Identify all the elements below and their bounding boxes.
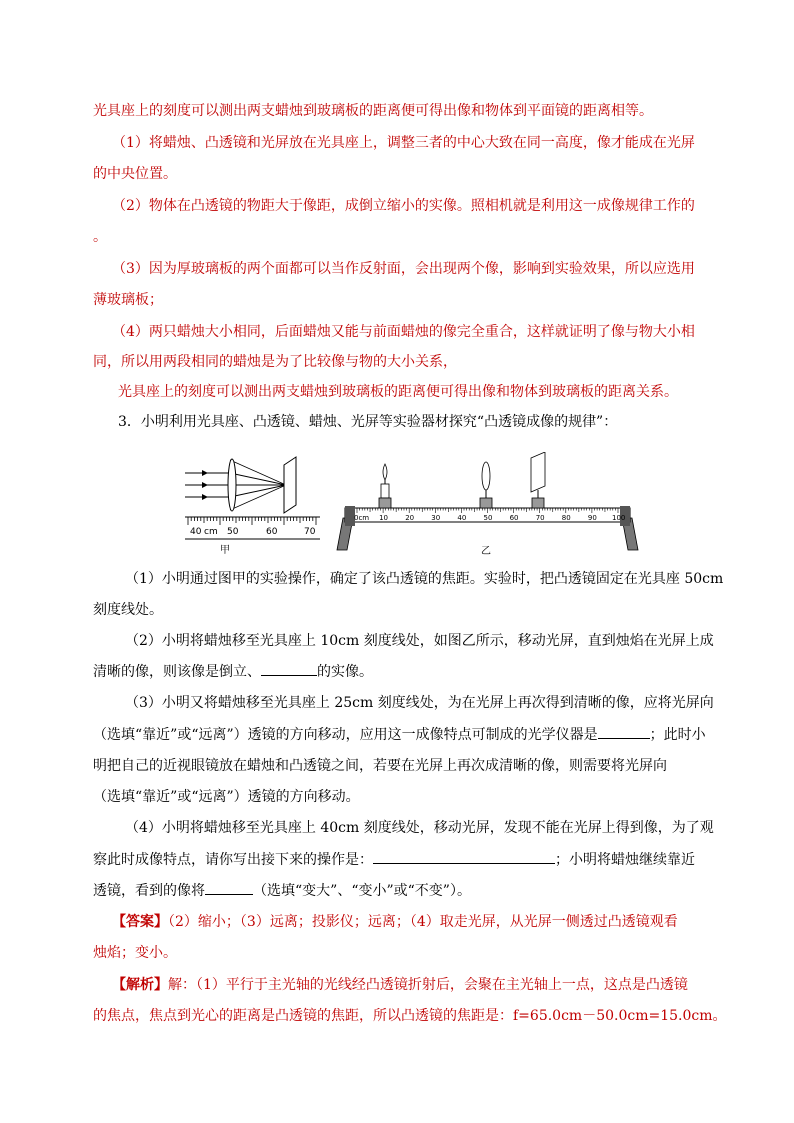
text-line-3: 的中央位置。	[93, 166, 177, 182]
yi-caption: 乙	[481, 546, 491, 557]
yi-tick-label: 10	[379, 514, 389, 522]
text-line-9: 同，所以用两段相同的蜡烛是为了比较像与物的大小关系，	[93, 354, 457, 370]
jia-tick-label: 50	[227, 527, 239, 537]
figure-yi	[335, 452, 640, 558]
yi-tick-label: 100	[612, 514, 626, 522]
q3-part3-text-b: ；此时小	[649, 727, 706, 743]
q3-part2-text-a: 清晰的像，则该像是倒立、	[93, 664, 261, 680]
answer-text-a: （2）缩小；（3）远离；投影仪；远离；（4）取走光屏，从光屏一侧透过凸透镜观看	[168, 914, 678, 930]
jia-screen	[284, 457, 296, 513]
analysis-line-1	[112, 975, 794, 995]
text-line-10: 光具座上的刻度可以测出两支蜡烛到玻璃板的距离便可得出像和物体到玻璃板的距离关系。	[118, 384, 678, 400]
answer-blank-2[interactable]	[598, 724, 650, 739]
q3-part4-text-b: ；小明将蜡烛继续靠近	[555, 852, 695, 868]
jia-tick-label: 40	[190, 527, 202, 537]
q3-part2-text-b: 的实像。	[317, 664, 373, 680]
answer-blank-1[interactable]	[261, 661, 317, 676]
text-line-2: （1）将蜡烛、凸透镜和光屏放在光具座上，调整三者的中心大致在同一高度，像才能成在光屏	[112, 135, 695, 151]
question-3-title: 3．小明利用光具座、凸透镜、蜡烛、光屏等实验器材探究“凸透镜成像的规律”：	[118, 414, 618, 430]
jia-caption: 甲	[220, 545, 230, 555]
jia-ruler-ticks	[188, 517, 316, 525]
yi-tick-label: 0cm	[354, 514, 370, 522]
q3-part4-text-c: 透镜，看到的像将	[93, 883, 205, 899]
analysis-line-2: 的焦点，焦点到光心的距离是凸透镜的焦距，所以凸透镜的焦距是：f=65.0cm－50.0cm=15.0cm。	[93, 1008, 727, 1024]
yi-tick-label: 40	[457, 514, 467, 522]
jia-tick-label: cm	[204, 527, 218, 537]
q3-part3-line2	[93, 724, 794, 745]
jia-lens	[228, 459, 236, 511]
q3-part3-line4: （选填“靠近”或“远离”）透镜的方向移动。	[93, 789, 360, 805]
q3-part4-line3	[93, 880, 794, 901]
q3-part3-text-a: （选填“靠近”或“远离”）透镜的方向移动，应用这一成像特点可制成的光学仪器是	[93, 727, 598, 743]
text-line-5: 。	[93, 229, 107, 245]
q3-part4-line2	[93, 849, 794, 870]
yi-screen	[531, 452, 545, 508]
answer-line-1	[112, 912, 794, 932]
text-line-4: （2）物体在凸透镜的物距大于像距，成倒立缩小的实像。照相机就是利用这一成像规律工作的	[112, 198, 695, 214]
yi-tick-label: 60	[509, 514, 519, 522]
q3-part1-line2: 刻度线处。	[93, 602, 163, 618]
yi-tick-label: 80	[561, 514, 571, 522]
q3-part4-text-a: 察此时成像特点，请你写出接下来的操作是：	[93, 852, 373, 868]
q3-part3-line3: 明把自己的近视眼镜放在蜡烛和凸透镜之间，若要在光屏上再次成清晰的像，则需要将光屏向	[93, 758, 667, 774]
jia-tick-label: 60	[266, 527, 278, 537]
yi-tick-label: 20	[405, 514, 415, 522]
answer-line-2: 烛焰；变小。	[93, 945, 177, 961]
yi-tick-label: 70	[535, 514, 545, 522]
q3-part1-line1: （1）小明通过图甲的实验操作，确定了该凸透镜的焦距。实验时，把凸透镜固定在光具座 50cm	[125, 571, 724, 587]
answer-blank-4[interactable]	[205, 880, 253, 895]
text-line-8: （4）两只蜡烛大小相同，后面蜡烛又能与前面蜡烛的像完全重合，这样就证明了像与物大小相	[112, 324, 695, 340]
q3-part2-line1: （2）小明将蜡烛移至光具座上 10cm 刻度线处，如图乙所示，移动光屏，直到烛焰在光屏上成	[125, 633, 714, 649]
answer-blank-3[interactable]	[373, 849, 555, 864]
yi-lens	[480, 462, 492, 508]
text-line-6: （3）因为厚玻璃板的两个面都可以当作反射面，会出现两个像，影响到实验效果，所以应选用	[112, 261, 695, 277]
yi-tick-label: 50	[483, 514, 493, 522]
q3-part4-line1: （4）小明将蜡烛移至光具座上 40cm 刻度线处，移动光屏，发现不能在光屏上得到像，为了观	[125, 820, 714, 836]
q3-part2-line2	[93, 661, 794, 682]
analysis-tag: 【解析】	[112, 977, 168, 993]
jia-tick-label: 70	[304, 527, 316, 537]
jia-arrowheads	[202, 470, 208, 500]
yi-tick-label: 90	[587, 514, 597, 522]
yi-candle	[379, 464, 391, 508]
answer-tag: 【答案】	[112, 914, 168, 930]
text-line-7: 薄玻璃板；	[93, 292, 163, 308]
analysis-text-a: 解：（1）平行于主光轴的光线经凸透镜折射后，会聚在主光轴上一点，这点是凸透镜	[168, 977, 688, 993]
q3-part4-text-d: （选填“变大”、“变小”或“不变”）。	[253, 883, 471, 899]
yi-tick-label: 30	[431, 514, 441, 522]
text-line-1: 光具座上的刻度可以测出两支蜡烛到玻璃板的距离便可得出像和物体到平面镜的距离相等。	[93, 103, 653, 119]
figure-jia	[180, 455, 330, 555]
q3-part3-line1: （3）小明又将蜡烛移至光具座上 25cm 刻度线处，为在光屏上再次得到清晰的像，应将光屏向	[125, 695, 714, 711]
